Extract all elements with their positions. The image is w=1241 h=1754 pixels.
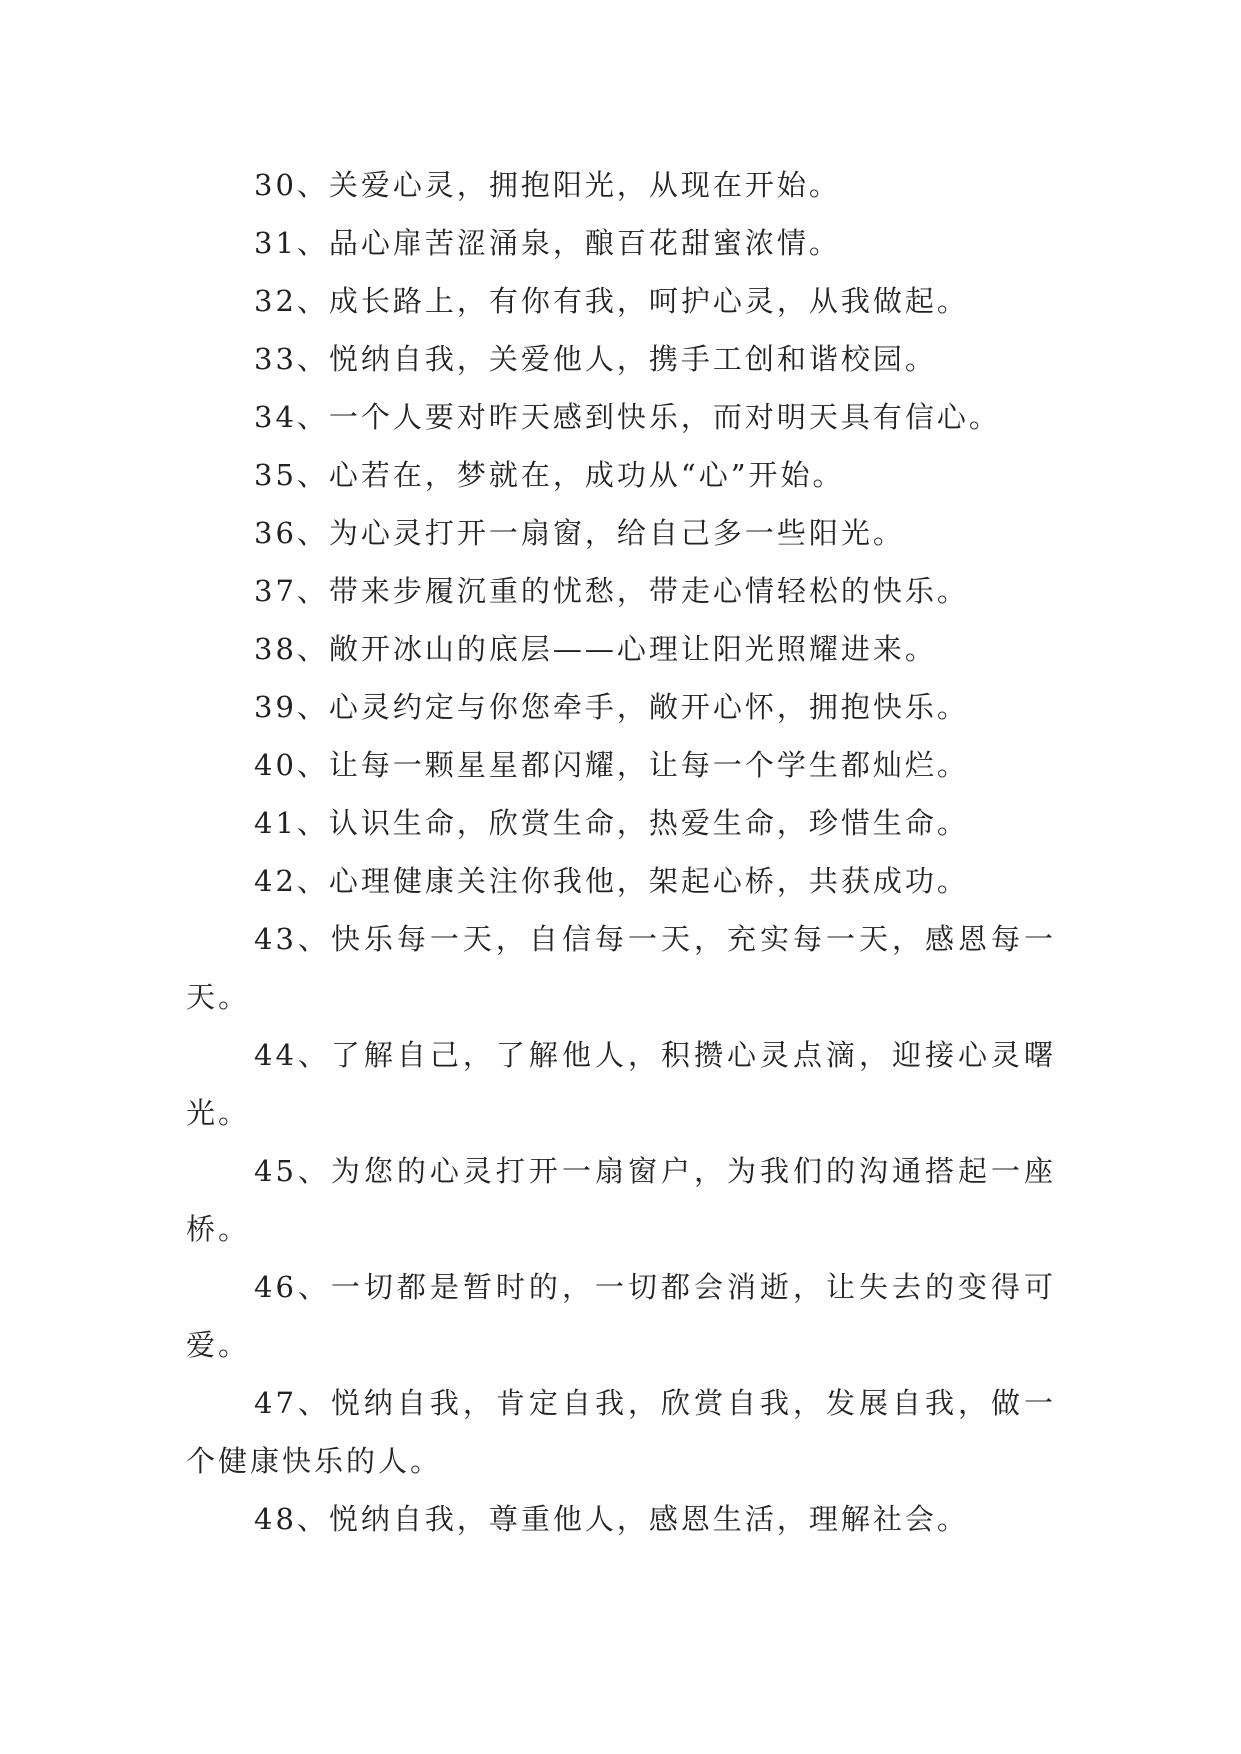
list-item: 45、为您的心灵打开一扇窗户，为我们的沟通搭起一座桥。 (186, 1154, 1056, 1246)
list-item: 33、悦纳自我，关爱他人，携手工创和谐校园。 (254, 342, 937, 376)
list-item: 48、悦纳自我，尊重他人，感恩生活，理解社会。 (254, 1502, 969, 1536)
list-item: 35、心若在，梦就在，成功从“心”开始。 (254, 458, 845, 492)
list-item: 42、心理健康关注你我他，架起心桥，共获成功。 (254, 864, 969, 898)
list-item: 32、成长路上，有你有我，呵护心灵，从我做起。 (254, 284, 969, 318)
list-item: 36、为心灵打开一扇窗，给自己多一些阳光。 (254, 516, 905, 550)
list-item: 37、带来步履沉重的忧愁，带走心情轻松的快乐。 (254, 574, 969, 608)
list-item: 40、让每一颗星星都闪耀，让每一个学生都灿烂。 (254, 748, 969, 782)
list-item: 44、了解自己，了解他人，积攒心灵点滴，迎接心灵曙光。 (186, 1038, 1056, 1130)
list-item: 31、品心扉苦涩涌泉，酿百花甜蜜浓情。 (254, 226, 841, 260)
list-item: 30、关爱心灵，拥抱阳光，从现在开始。 (254, 168, 841, 202)
document-body (186, 156, 1056, 1548)
list-item: 46、一切都是暂时的，一切都会消逝，让失去的变得可爱。 (186, 1270, 1056, 1362)
list-item: 39、心灵约定与你您牵手，敞开心怀，拥抱快乐。 (254, 690, 969, 724)
list-item: 43、快乐每一天，自信每一天，充实每一天，感恩每一天。 (186, 922, 1056, 1014)
list-item: 47、悦纳自我，肯定自我，欣赏自我，发展自我，做一个健康快乐的人。 (186, 1386, 1056, 1478)
list-item: 41、认识生命，欣赏生命，热爱生命，珍惜生命。 (254, 806, 969, 840)
list-item: 38、敞开冰山的底层——心理让阳光照耀进来。 (254, 632, 937, 666)
list-item: 34、一个人要对昨天感到快乐，而对明天具有信心。 (254, 400, 1001, 434)
